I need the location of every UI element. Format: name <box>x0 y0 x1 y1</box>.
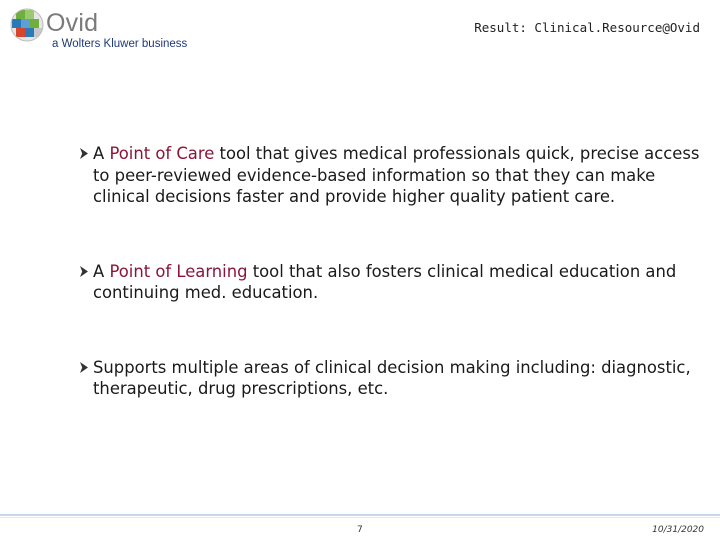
bullet-prefix: A <box>93 144 110 163</box>
result-label: Result: Clinical.Resource@Ovid <box>474 20 700 35</box>
bullet-text: tool that also fosters clinical medical education and continuing med. education. <box>93 261 677 302</box>
arrow-bullet-icon <box>80 266 88 277</box>
slide-date: 10/31/2020 <box>652 525 704 535</box>
bullet-prefix: A <box>93 261 110 281</box>
arrow-bullet-icon <box>80 362 88 373</box>
bullet-text: Supports multiple areas of clinical decision making including: diagnostic, therapeutic, drug prescriptions, etc. <box>93 357 691 398</box>
logo-wordmark: Ovid <box>46 9 99 37</box>
bullet-highlight: Point of Care <box>109 144 215 163</box>
footer-rule-light <box>0 517 720 518</box>
bullet-highlight: Point of Learning <box>109 261 248 281</box>
list-item <box>80 261 700 304</box>
arrow-bullet-icon <box>80 148 88 159</box>
ovid-globe-icon <box>10 8 44 42</box>
footer-rule <box>0 514 720 516</box>
list-item <box>80 357 700 400</box>
page-number: 7 <box>357 525 363 535</box>
bullet-list <box>80 143 700 400</box>
list-item <box>80 143 700 208</box>
ovid-logo <box>10 6 210 50</box>
logo-tagline: a Wolters Kluwer business <box>52 38 188 50</box>
bullet-text: tool that gives medical professionals quick, precise access to peer-reviewed evidence-based information so that they can make clinical decisions faster and provide higher quality patient care. <box>93 144 700 206</box>
